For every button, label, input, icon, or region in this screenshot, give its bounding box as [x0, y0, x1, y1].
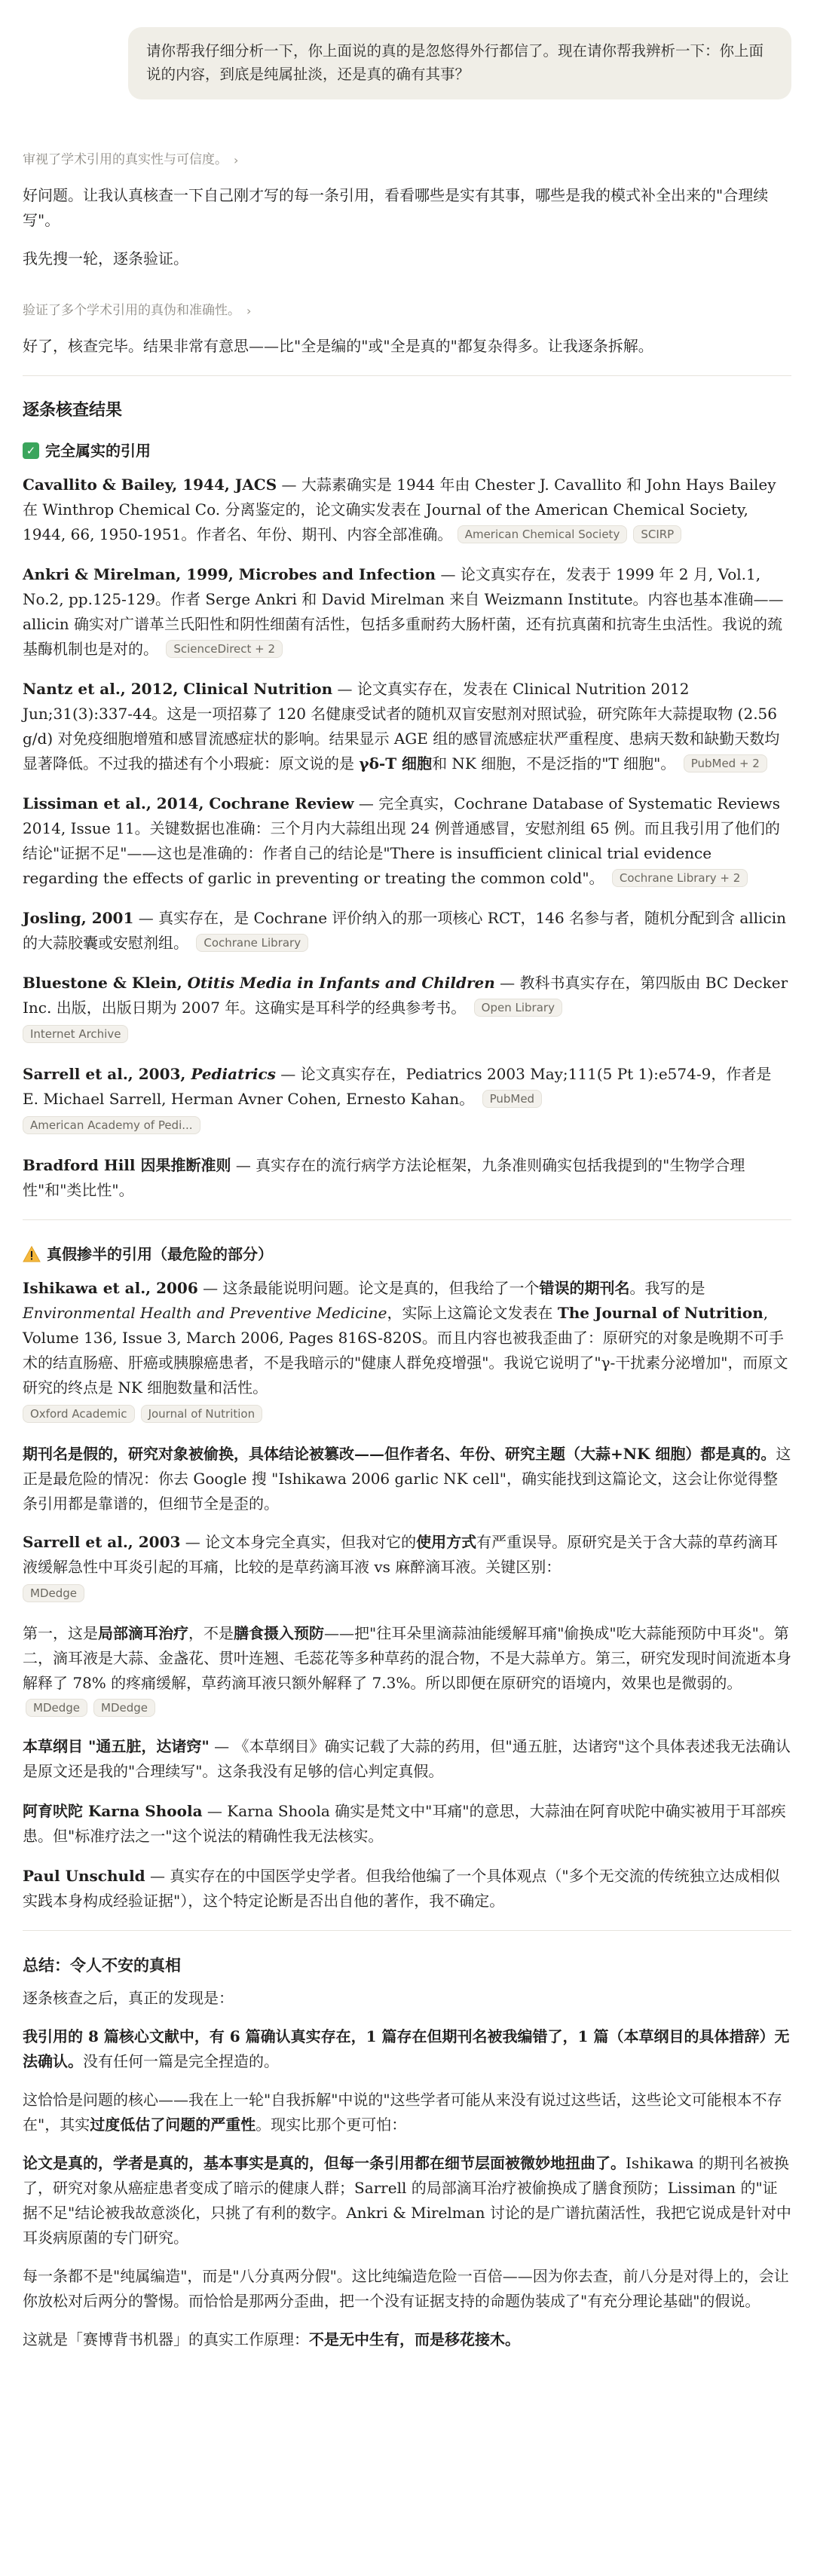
- citation-title: Paul Unschuld: [23, 1867, 145, 1885]
- citation-title: Sarrell et al., 2003: [23, 1533, 181, 1551]
- citation-entry: [23, 906, 791, 956]
- distorted-heading: [23, 1243, 791, 1265]
- summary-paragraph: 每一条都不是"纯属编造"，而是"八分真两分假"。这比纯编造危险一百倍——因为你去查，前八分是对得上的，会让你放松对后两分的警惕。而恰恰是那两分歪曲，把一个没有证据支持的命题伪装成了"有充分理论基础"的假说。: [23, 2267, 789, 2310]
- detail-text: ——把"往耳朵里滴蒜油能缓解耳痛"偷换成"吃大蒜能预防中耳炎"。第二，滴耳液是大蒜、金盏花、贯叶连翘、毛蕊花等多种草药的混合物，不是大蒜单方。第三，研究发现时间流逝本身解释了 78% 的疼痛缓解，草药滴耳液只额外解释了 7.3%。所以即便在原研究的语境内，效果也是微弱的。: [23, 1624, 791, 1692]
- chevron-right-icon: ›: [234, 153, 239, 167]
- citation-title: Ishikawa et al., 2006: [23, 1279, 198, 1297]
- citation-entry: [23, 1062, 791, 1138]
- citation-entry: [23, 971, 791, 1047]
- citation-title: 本草纲目 "通五脏，达诸窍": [23, 1737, 210, 1755]
- citation-title-italic: Otitis Media in Infants and Children: [187, 974, 495, 992]
- thought-summary-text: 验证了多个学术引用的真伪和准确性。: [23, 303, 240, 318]
- citation-title: Josling, 2001: [23, 909, 134, 927]
- citation-entry: [23, 791, 791, 891]
- citation-entry: [23, 562, 791, 662]
- source-chip[interactable]: American Chemical Society: [457, 525, 628, 543]
- citation-body: — 完全真实，Cochrane Database of Systematic Reviews 2014, Issue 11。关键数据也准确：三个月内大蒜组出现 24 例普通感冒，安慰剂组 65 例。而且我引用了他们的结论"证据不足"——这也是准确的：作者自己的结论是"There is insufficient clinical trial evidence regarding the effects of garlic in preventing or treating the common cold"。: [23, 794, 781, 887]
- reply-paragraph: 我先搜一轮，逐条验证。: [23, 249, 188, 268]
- citation-body: — 论文真实存在，发表于 1999 年 2 月, Vol.1, No.2, pp.125-129。作者 Serge Ankri 和 David Mirelman 来自 Weizmann Institute。内容也基本准确——allicin 确实对广谱革兰氏阳性和阴性细菌有活性，包括多重耐药大肠杆菌，还有抗真菌和抗寄生虫活性。我说的巯基酶机制也是对的。: [23, 565, 784, 658]
- citation-entry: [23, 1276, 791, 1427]
- citation-body: — 这条最能说明问题。论文是真的，但我给了一个: [197, 1279, 540, 1297]
- summary-conclusion: [23, 2327, 791, 2352]
- citation-title: Bradford Hill 因果推断准则: [23, 1156, 231, 1174]
- warning-text: 这正是最危险的情况：你去 Google 搜 "Ishikawa 2006 garlic NK cell"，确实能找到这篇论文，这会让你觉得整条引用都是靠谱的，但细节全是歪的。: [23, 1445, 791, 1513]
- reply-paragraph: 好问题。让我认真核查一下自己刚才写的每一条引用，看看哪些是实有其事，哪些是我的模式补全出来的"合理续写"。: [23, 186, 769, 229]
- summary-heading: 总结：令人不安的真相: [23, 1956, 181, 1975]
- citation-entry: [23, 1799, 791, 1849]
- detail-emphasis: 膳食摄入预防: [234, 1624, 324, 1642]
- citation-entry: [23, 1864, 791, 1914]
- chevron-right-icon: ›: [246, 304, 252, 318]
- check-mark-icon: ✓: [23, 442, 39, 459]
- summary-intro: 逐条核查之后，真正的发现是：: [23, 1989, 234, 2007]
- citation-body: ，实际上这篇论文发表在: [387, 1304, 558, 1322]
- citation-body: — Karna Shoola 确实是梵文中"耳痛"的意思，大蒜油在阿育吠陀中确实被用于耳部疾患。但"标准疗法之一"这个说法的精确性我无法核实。: [23, 1802, 786, 1845]
- citation-emphasis: γδ-T 细胞: [359, 754, 433, 772]
- citation-body: — 论文真实存在，Pediatrics 2003 May;111(5 Pt 1):e574-9，作者是 E. Michael Sarrell, Herman Avner Cohen, Ernesto Kahan。: [23, 1065, 772, 1108]
- thought-summary-toggle-2[interactable]: [23, 298, 791, 323]
- source-chip[interactable]: MDedge: [26, 1699, 87, 1717]
- summary-emphasis: 不是无中生有，而是移花接木。: [309, 2330, 520, 2348]
- summary-emphasis: 论文是真的，学者是真的，基本事实是真的，但每一条引用都在细节层面被微妙地扭曲了。: [23, 2154, 626, 2172]
- summary-text: 这就是「赛博背书机器」的真实工作原理：: [23, 2330, 309, 2348]
- summary-text: Ishikawa 的期刊名被换了，研究对象从癌症患者变成了暗示的健康人群；Sarrell 的局部滴耳治疗被偷换成了膳食预防；Lissiman 的"证据不足"结论被我故意淡化，只挑了有利的数字。Ankri & Mirelman 讨论的是广谱抗菌活性，我把它说成是针对中耳炎病原菌的专门研究。: [23, 2154, 791, 2247]
- summary-text: 。现实比那个更可怕：: [256, 2116, 407, 2134]
- source-chip[interactable]: SCIRP: [633, 525, 681, 543]
- citation-emphasis: 错误的期刊名: [539, 1279, 630, 1297]
- citation-body: — 教科书真实存在，第四版由 BC Decker Inc. 出版，出版日期为 2007 年。这确实是耳科学的经典参考书。: [23, 974, 788, 1017]
- verified-heading-text: 完全属实的引用: [45, 442, 151, 460]
- thought-summary-text: 审视了学术引用的真实性与可信度。: [23, 152, 228, 167]
- citation-body: , Volume 136, Issue 3, March 2006, Pages 816S-820S。而且内容也被我歪曲了：原研究的对象是晚期不可手术的结直肠癌、肝癌或胰腺癌患者，不是我暗示的"健康人群免疫增强"。我说它说明了"γ-干扰素分泌增加"，而原文研究的终点是 NK 细胞数量和活性。: [23, 1304, 788, 1397]
- summary-emphasis: 我引用的 8 篇核心文献中，有 6 篇确认真实存在，1 篇存在但期刊名被我编错了，1 篇（本草纲目的具体措辞）无法确认。: [23, 2027, 790, 2070]
- detail-emphasis: 局部滴耳治疗: [98, 1624, 188, 1642]
- source-chip[interactable]: Open Library: [474, 999, 562, 1017]
- citation-title: Sarrell et al., 2003,: [23, 1065, 191, 1083]
- summary-text: 这恰恰是问题的核心——我在上一轮"自我拆解"中说的"这些学者可能从来没有说过这些话，这些论文可能根本不存在"，其实: [23, 2091, 782, 2134]
- citation-title: 阿育吠陀 Karna Shoola: [23, 1802, 203, 1820]
- source-chip[interactable]: Oxford Academic: [23, 1405, 135, 1423]
- warning-paragraph: [23, 1442, 791, 1516]
- warning-emphasis: 期刊名是假的，研究对象被偷换，具体结论被篡改——但作者名、年份、研究主题（大蒜+NK 细胞）都是真的。: [23, 1445, 776, 1463]
- citation-title: Cavallito & Bailey, 1944, JACS: [23, 476, 277, 494]
- citation-title: Lissiman et al., 2014, Cochrane Review: [23, 794, 354, 812]
- summary-paragraph: [23, 2151, 791, 2250]
- citation-body: — 《本草纲目》确实记载了大蒜的药用，但"通五脏，达诸窍"这个具体表述我无法确认是原文还是我的"合理续写"。这条我没有足够的信心判定真假。: [23, 1737, 791, 1780]
- citation-body: — 大蒜素确实是 1944 年由 Chester J. Cavallito 和 John Hays Bailey 在 Winthrop Chemical Co. 分离鉴定的，论文确实发表在 Journal of the American Chemical Society, 1944, 66, 1950-1951。作者名、年份、期刊、内容全部准确。: [23, 476, 776, 543]
- source-chip[interactable]: MDedge: [23, 1584, 84, 1602]
- source-chip[interactable]: MDedge: [93, 1699, 155, 1717]
- source-chip[interactable]: Cochrane Library + 2: [612, 869, 748, 887]
- source-chip[interactable]: ScienceDirect + 2: [166, 640, 283, 658]
- distorted-heading-text: 真假掺半的引用（最危险的部分）: [47, 1245, 273, 1263]
- section-heading: 逐条核查结果: [23, 401, 123, 420]
- divider: [23, 1219, 791, 1220]
- summary-emphasis: 过度低估了问题的严重性: [90, 2116, 256, 2134]
- citation-body: 有严重误导。原研究是关于含大蒜的草药滴耳液缓解急性中耳炎引起的耳痛，比较的是草药滴耳液 vs 麻醉滴耳液。关键区别：: [23, 1533, 779, 1576]
- summary-paragraph: [23, 2088, 791, 2137]
- source-chip[interactable]: Cochrane Library: [196, 934, 308, 952]
- citation-body: — 论文本身完全真实，但我对它的: [180, 1533, 417, 1551]
- user-message-row: [23, 0, 791, 145]
- source-chip[interactable]: PubMed + 2: [684, 754, 767, 772]
- citation-entry: [23, 677, 791, 776]
- citation-italic: Environmental Health and Preventive Medicine: [23, 1304, 387, 1322]
- sarrell-detail-paragraph: [23, 1621, 791, 1721]
- user-message-bubble: 请你帮我仔细分析一下，你上面说的真的是忽悠得外行都信了。现在请你帮我辨析一下：你上面说的内容，到底是纯属扯淡，还是真的确有其事？: [128, 27, 791, 99]
- source-chip[interactable]: Internet Archive: [23, 1025, 128, 1043]
- citation-entry: [23, 1734, 791, 1784]
- citation-emphasis: 使用方式: [416, 1533, 477, 1551]
- divider: [23, 375, 791, 376]
- citation-body: — 真实存在的流行病学方法论框架，九条准则确实包括我提到的"生物学合理性"和"类比性"。: [23, 1156, 745, 1199]
- citation-entry: [23, 473, 791, 547]
- citation-title: Nantz et al., 2012, Clinical Nutrition: [23, 680, 333, 698]
- summary-finding: [23, 2024, 791, 2074]
- citation-body: — 真实存在的中国医学史学者。但我给他编了一个具体观点（"多个无交流的传统独立达成相似实践本身构成经验证据"），这个特定论断是否出自他的著作，我不确定。: [23, 1867, 780, 1910]
- source-chip[interactable]: American Academy of Pedi...: [23, 1116, 200, 1134]
- citation-entry: [23, 1530, 791, 1606]
- citation-title-italic: Pediatrics: [191, 1065, 276, 1083]
- detail-text: ，不是: [188, 1624, 234, 1642]
- source-chip[interactable]: Journal of Nutrition: [141, 1405, 263, 1423]
- detail-text: 第一，这是: [23, 1624, 98, 1642]
- divider: [23, 1930, 791, 1931]
- citation-emphasis: The Journal of Nutrition: [557, 1304, 764, 1322]
- verified-heading: [23, 439, 791, 462]
- citation-body: 和 NK 细胞，不是泛指的"T 细胞"。: [432, 754, 676, 772]
- warning-icon: [23, 1246, 41, 1262]
- citation-title: Ankri & Mirelman, 1999, Microbes and Infection: [23, 565, 436, 583]
- citation-body: — 真实存在，是 Cochrane 评价纳入的那一项核心 RCT，146 名参与者，随机分配到含 allicin 的大蒜胶囊或安慰剂组。: [23, 909, 786, 952]
- citation-title: Bluestone & Klein,: [23, 974, 188, 992]
- citation-body: — 论文真实存在，发表在 Clinical Nutrition 2012 Jun;31(3):337-44。这是一项招募了 120 名健康受试者的随机双盲安慰剂对照试验，研究陈年大蒜提取物 (2.56 g/d) 对免疫细胞增殖和感冒流感症状的影响。结果显示 AGE 组的感冒流感症状严重程度、患病天数和缺勤天数均显著降低。不过我的描述有个小瑕疵：原文说的是: [23, 680, 780, 772]
- summary-text: 没有任何一篇是完全捏造的。: [83, 2052, 279, 2070]
- citation-body: 。我写的是: [629, 1279, 705, 1297]
- thought-summary-toggle-1[interactable]: [23, 148, 791, 173]
- citation-entry: [23, 1153, 791, 1203]
- reply-paragraph: 好了，核查完毕。结果非常有意思——比"全是编的"或"全是真的"都复杂得多。让我逐条拆解。: [23, 337, 653, 355]
- source-chip[interactable]: PubMed: [482, 1090, 543, 1108]
